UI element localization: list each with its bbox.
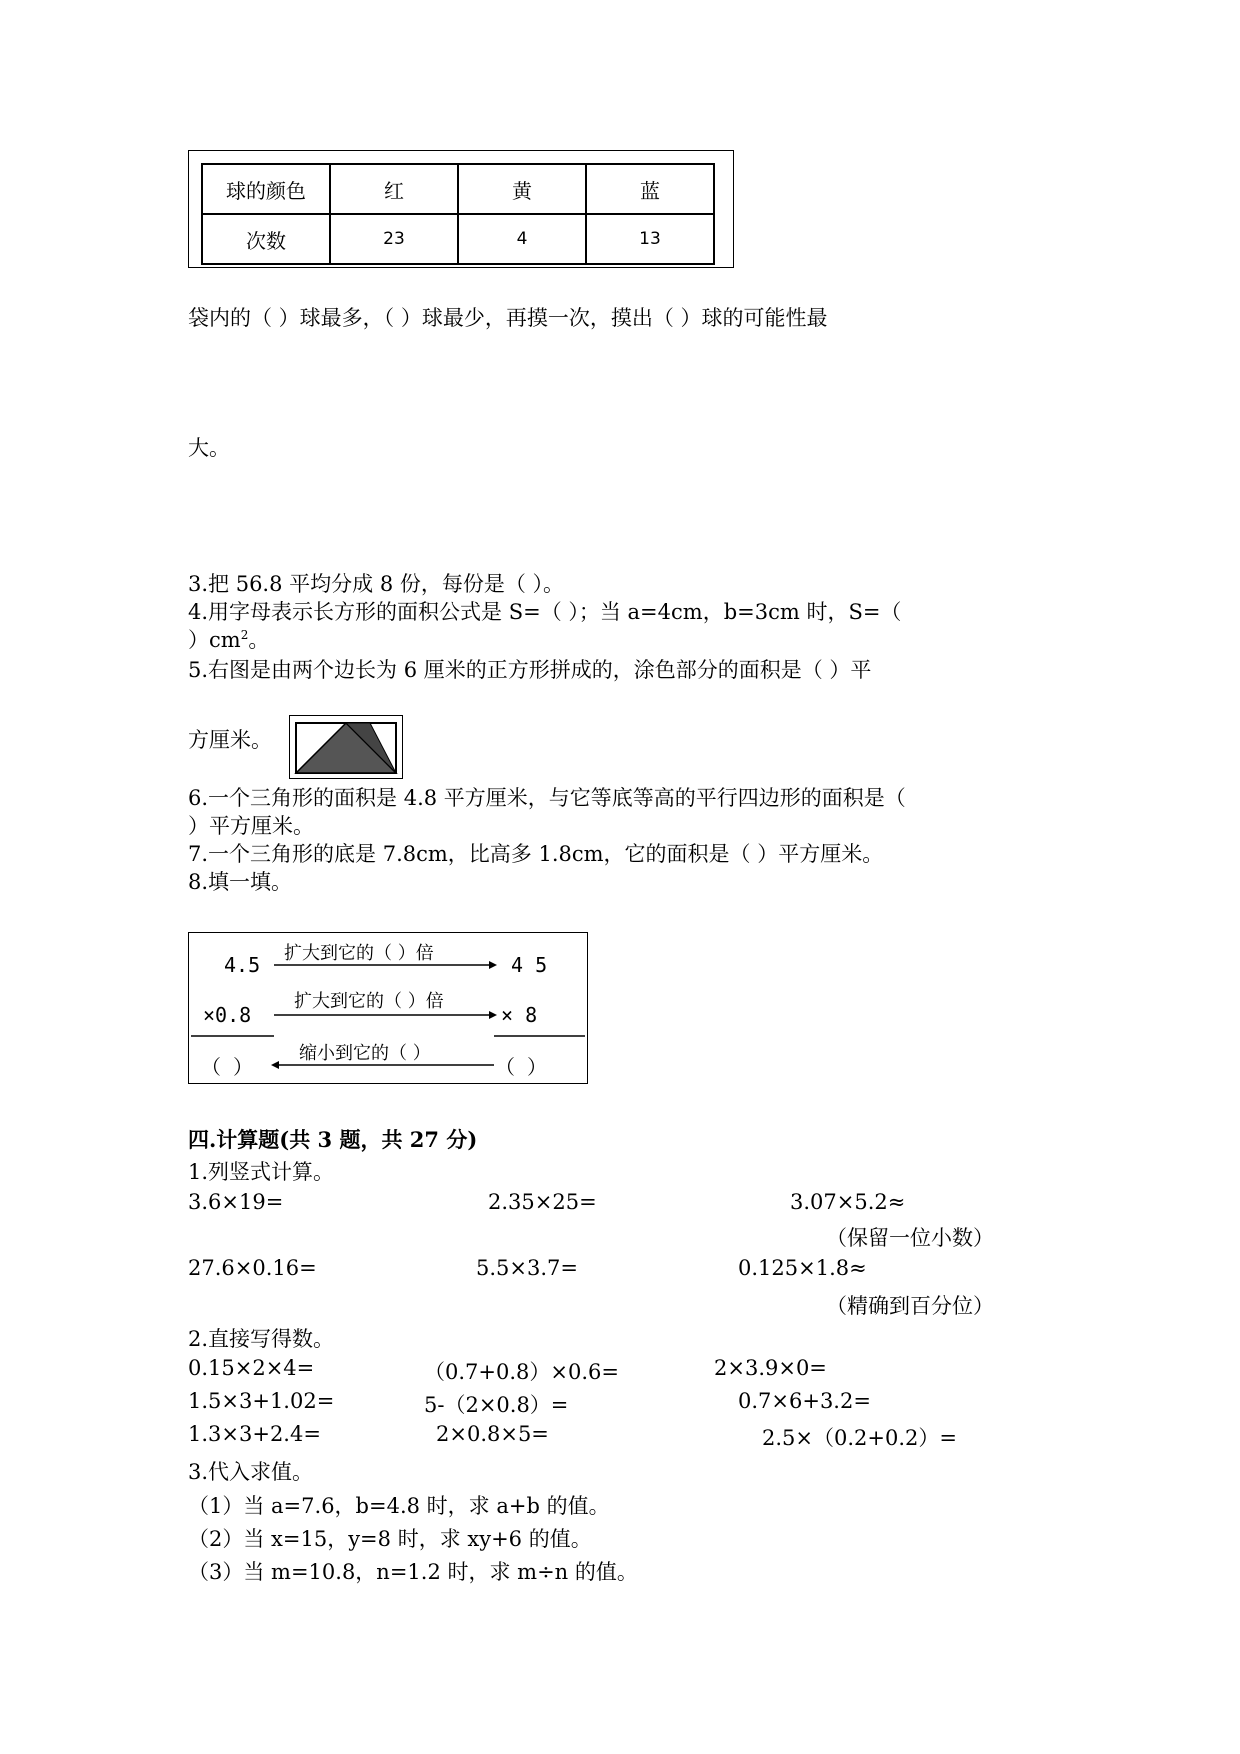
- shaded-triangle-figure: [290, 716, 402, 778]
- ball-count-table: [201, 163, 715, 265]
- calc-item: 27.6×0.16=: [188, 1256, 317, 1280]
- table-header-cell: 红: [330, 164, 458, 214]
- table-row: [202, 164, 714, 214]
- question-8: 8.填一填。: [188, 870, 293, 894]
- table-header-cell: 黄: [458, 164, 586, 214]
- diagram-left-bottom: （ ）: [201, 1055, 254, 1079]
- section-4-title: 四.计算题(共 3 题，共 27 分): [188, 1127, 478, 1152]
- calc-note: （精确到百分位）: [826, 1294, 994, 1318]
- table-cell: 13: [586, 214, 714, 264]
- oral-calc-item: 2.5×（0.2+0.2）=: [762, 1426, 957, 1450]
- substitution-item: （1）当 a=7.6，b=4.8 时，求 a+b 的值。: [188, 1494, 610, 1518]
- table-cell: 23: [330, 214, 458, 264]
- substitution-item: （3）当 m=10.8，n=1.2 时，求 m÷n 的值。: [188, 1560, 638, 1584]
- question-5-line-1: 5.右图是由两个边长为 6 厘米的正方形拼成的，涂色部分的面积是（ ）平: [188, 658, 872, 682]
- arrow-2-label: 扩大到它的（ ）倍: [294, 991, 444, 1012]
- calc-item: 0.125×1.8≈: [738, 1256, 867, 1280]
- question-5-line-2: 方厘米。: [188, 728, 272, 752]
- diagram-right-mid: × 8: [501, 1003, 538, 1027]
- question-4-line-1: 4.用字母表示长方形的面积公式是 S=（ ）；当 a=4cm，b=3cm 时，S=（: [188, 600, 902, 624]
- question-2-line-2: 大。: [188, 436, 230, 460]
- oral-calc-item: 1.3×3+2.4=: [188, 1422, 321, 1446]
- arrow-1-label: 扩大到它的（ ）倍: [284, 943, 434, 964]
- diagram-left-top: 4.5: [224, 953, 261, 977]
- table-header-cell: 蓝: [586, 164, 714, 214]
- oral-calc-item: 1.5×3+1.02=: [188, 1389, 335, 1413]
- question-2-line-1: 袋内的（ ）球最多，（ ）球最少，再摸一次，摸出（ ）球的可能性最: [188, 306, 828, 330]
- oral-calc-item: 2×0.8×5=: [436, 1422, 549, 1446]
- table-header-cell: 球的颜色: [202, 164, 330, 214]
- table-row: [202, 214, 714, 264]
- table-row-label: 次数: [202, 214, 330, 264]
- calc-item: 3.6×19=: [188, 1190, 284, 1214]
- section-4-1-title: 1.列竖式计算。: [188, 1160, 335, 1184]
- oral-calc-item: 0.15×2×4=: [188, 1356, 315, 1380]
- calc-item: 3.07×5.2≈: [790, 1190, 906, 1214]
- question-4-line-2: [188, 624, 269, 654]
- substitution-item: （2）当 x=15，y=8 时，求 xy+6 的值。: [188, 1527, 592, 1551]
- multiplication-transform-diagram: [188, 932, 588, 1084]
- superscript-2: 2: [240, 628, 249, 642]
- oral-calc-item: 5-（2×0.8）=: [424, 1393, 569, 1417]
- question-4-end: 。: [248, 628, 270, 652]
- diagram-left-mid: ×0.8: [203, 1003, 252, 1027]
- arrow-3-label: 缩小到它的（ ）: [299, 1043, 431, 1064]
- calc-item: 5.5×3.7=: [476, 1256, 578, 1280]
- question-3: 3.把 56.8 平均分成 8 份，每份是（ ）。: [188, 572, 565, 596]
- calc-item: 2.35×25=: [488, 1190, 597, 1214]
- question-4-unit: ）cm: [188, 628, 241, 652]
- oral-calc-item: （0.7+0.8）×0.6=: [424, 1360, 619, 1384]
- oral-calc-item: 0.7×6+3.2=: [738, 1389, 871, 1413]
- section-4-2-title: 2.直接写得数。: [188, 1327, 335, 1351]
- diagram-right-bottom: （ ）: [495, 1055, 548, 1079]
- question-6-line-1: 6.一个三角形的面积是 4.8 平方厘米，与它等底等高的平行四边形的面积是（: [188, 786, 906, 810]
- question-7: 7.一个三角形的底是 7.8cm，比高多 1.8cm，它的面积是（ ）平方厘米。: [188, 842, 884, 866]
- two-squares-figure: [289, 715, 403, 779]
- ball-count-table-frame: [188, 150, 734, 268]
- calc-note: （保留一位小数）: [826, 1226, 994, 1250]
- diagram-right-top: 4 5: [511, 953, 548, 977]
- table-cell: 4: [458, 214, 586, 264]
- question-6-line-2: ）平方厘米。: [188, 814, 314, 838]
- section-4-3-title: 3.代入求值。: [188, 1460, 314, 1484]
- oral-calc-item: 2×3.9×0=: [714, 1356, 827, 1380]
